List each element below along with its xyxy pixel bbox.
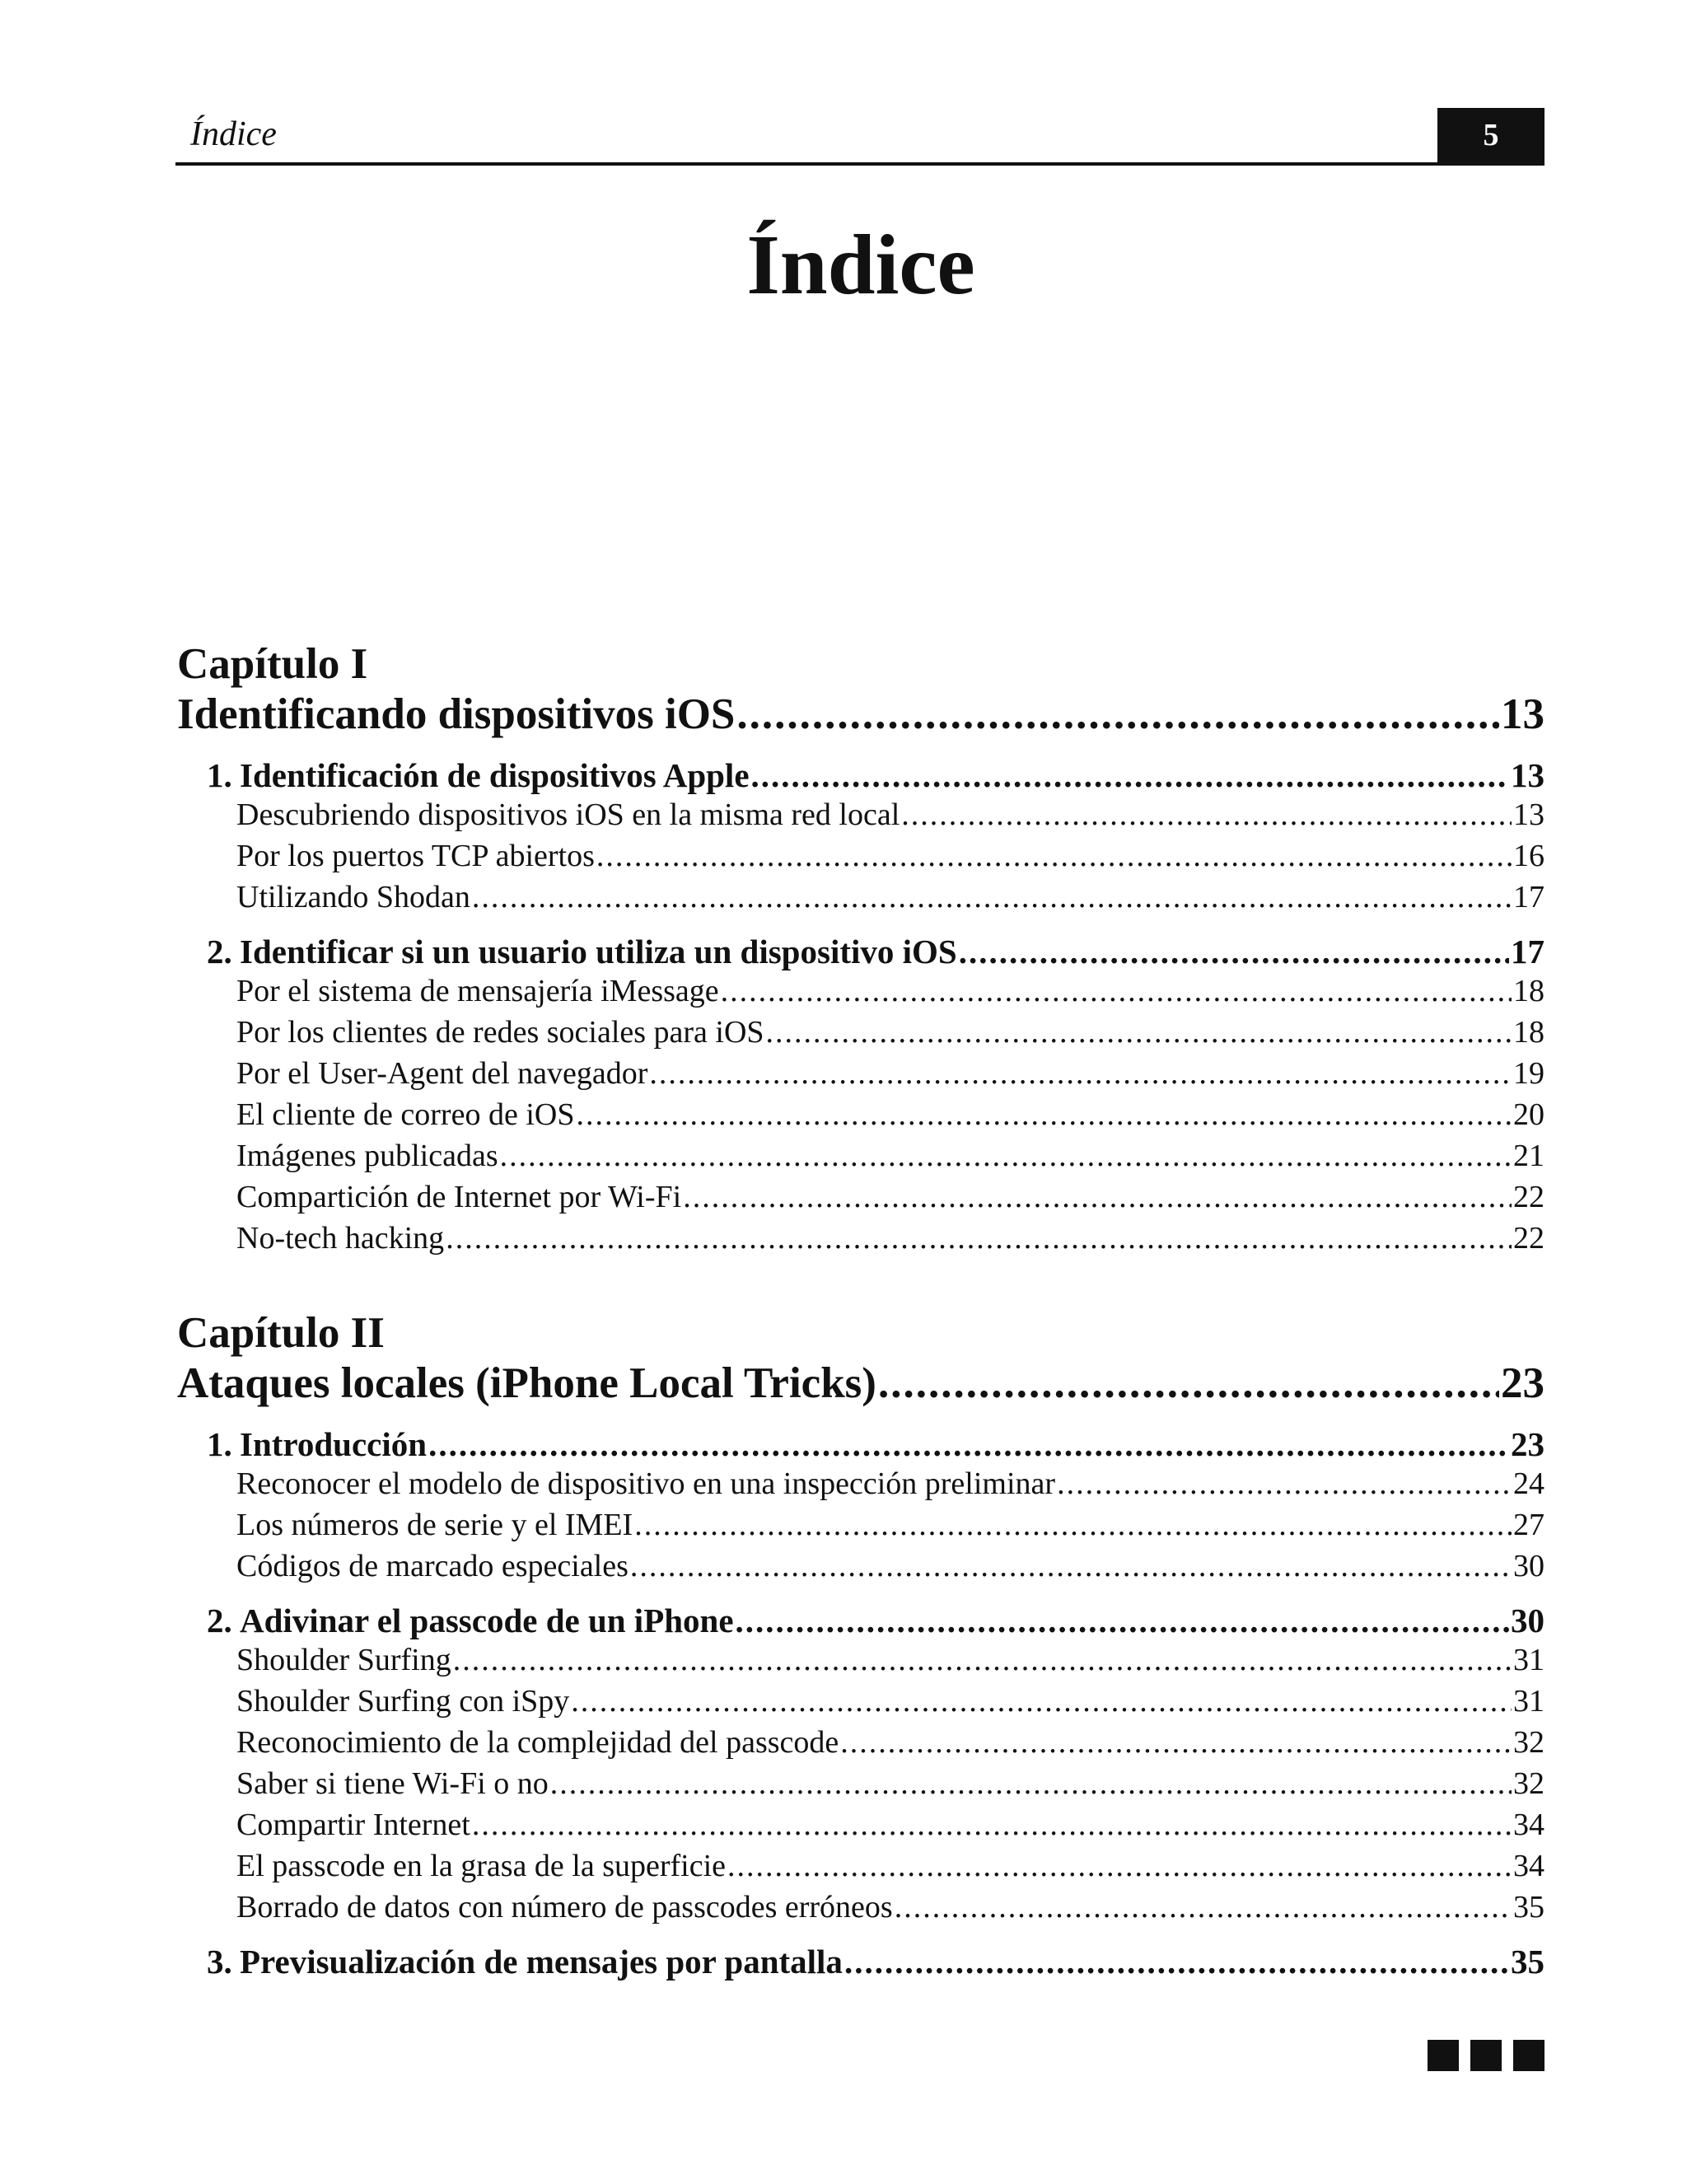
section-entry-page: 17 [1511, 933, 1544, 970]
toc-item-page: 31 [1513, 1643, 1544, 1677]
toc-item-title: Por el sistema de mensajería iMessage [236, 974, 719, 1008]
chapter-entry[interactable] [177, 1359, 1544, 1416]
toc-item[interactable] [177, 1138, 1544, 1179]
dot-leader [1057, 1466, 1512, 1502]
section-entry-page: 35 [1511, 1943, 1544, 1981]
toc-item-page: 34 [1513, 1849, 1544, 1883]
section-entry-title [207, 1942, 843, 1981]
toc-item-title: Reconocer el modelo de dispositivo en una inspección preliminar [236, 1466, 1056, 1501]
toc-section [177, 1601, 1544, 1930]
dot-leader [959, 932, 1509, 971]
toc-item-title: El cliente de correo de iOS [236, 1097, 575, 1132]
section-entry-title [207, 1424, 427, 1464]
toc-item-title: Por los puertos TCP abiertos [236, 839, 595, 873]
toc-item-page: 32 [1513, 1766, 1544, 1801]
footer-square-icon [1470, 2040, 1502, 2071]
toc-item-page: 20 [1513, 1097, 1544, 1132]
dot-leader [500, 1138, 1512, 1174]
toc-item[interactable] [177, 1055, 1544, 1097]
toc-item[interactable] [177, 1889, 1544, 1930]
toc-item-page: 35 [1513, 1890, 1544, 1924]
chapter-label: Capítulo I [177, 640, 368, 688]
dot-leader [428, 1424, 1509, 1464]
running-header [175, 105, 1544, 166]
toc-item[interactable] [177, 1097, 1544, 1138]
toc-item-title: Shoulder Surfing con iSpy [236, 1684, 570, 1719]
chapter-entry[interactable] [177, 690, 1544, 747]
dot-leader [472, 1807, 1512, 1843]
chapter-entry-title: Identificando dispositivos iOS [177, 690, 736, 738]
toc-item[interactable] [177, 1220, 1544, 1261]
section-entry-page: 23 [1511, 1425, 1544, 1463]
chapter [177, 638, 1544, 1261]
toc-item-title: Códigos de marcado especiales [236, 1549, 629, 1583]
toc-item-page: 22 [1513, 1180, 1544, 1214]
section-entry-page: 13 [1511, 756, 1544, 794]
section-entry-number: 2. [207, 933, 232, 970]
toc-item-page: 17 [1513, 880, 1544, 914]
dot-leader [630, 1548, 1512, 1584]
toc-item[interactable] [177, 1848, 1544, 1889]
toc-item[interactable] [177, 973, 1544, 1014]
dot-leader [901, 797, 1512, 833]
section-entry-number: 1. [207, 756, 232, 794]
toc-item-page: 31 [1513, 1684, 1544, 1719]
toc-item-page: 34 [1513, 1808, 1544, 1842]
chapter [177, 1307, 1544, 1983]
section-entry-title [207, 932, 957, 971]
toc-item[interactable] [177, 1642, 1544, 1683]
toc-item-title: Saber si tiene Wi-Fi o no [236, 1766, 549, 1801]
toc-item-title: Compartir Internet [236, 1808, 470, 1842]
toc-item[interactable] [177, 838, 1544, 879]
dot-leader [596, 838, 1512, 874]
section-entry-label: Adivinar el passcode de un iPhone [240, 1602, 734, 1639]
toc-item-page: 16 [1513, 839, 1544, 873]
toc-item-page: 18 [1513, 1015, 1544, 1050]
toc-item-page: 32 [1513, 1725, 1544, 1760]
toc-item[interactable] [177, 1683, 1544, 1724]
toc-item-title: Descubriendo dispositivos iOS en la misma red local [236, 797, 900, 832]
toc-item-page: 27 [1513, 1508, 1544, 1542]
toc-item[interactable] [177, 1507, 1544, 1548]
chapter-label: Capítulo II [177, 1309, 385, 1357]
dot-leader [878, 1359, 1499, 1408]
dot-leader [683, 1179, 1512, 1215]
table-of-contents [177, 638, 1544, 2029]
toc-section [177, 1424, 1544, 1589]
toc-item-page: 30 [1513, 1549, 1544, 1583]
section-entry-label: Previsualización de mensajes por pantalla [240, 1943, 843, 1981]
toc-item-title: El passcode en la grasa de la superficie [236, 1849, 727, 1883]
dot-leader [576, 1097, 1512, 1133]
toc-item-title: Utilizando Shodan [236, 880, 470, 914]
chapter-entry-page: 23 [1501, 1359, 1544, 1407]
section-entry[interactable] [177, 755, 1544, 797]
toc-item[interactable] [177, 1548, 1544, 1589]
page-number: 5 [1437, 108, 1544, 162]
section-entry-number: 2. [207, 1602, 232, 1639]
dot-leader [571, 1683, 1512, 1719]
toc-section [177, 932, 1544, 1261]
section-entry[interactable] [177, 1942, 1544, 1983]
section-entry[interactable] [177, 1601, 1544, 1642]
toc-item-page: 21 [1513, 1139, 1544, 1173]
running-header-title: Índice [190, 115, 277, 153]
dot-leader [446, 1220, 1512, 1256]
dot-leader [649, 1055, 1512, 1092]
toc-item-title: Los números de serie y el IMEI [236, 1508, 633, 1542]
chapter-entry-title: Ataques locales (iPhone Local Tricks) [177, 1359, 876, 1407]
dot-leader [721, 973, 1512, 1009]
section-entry-title [207, 1601, 734, 1640]
toc-item-title: Por los clientes de redes sociales para iOS [236, 1015, 764, 1050]
section-entry-page: 30 [1511, 1602, 1544, 1639]
dot-leader [472, 879, 1512, 915]
dot-leader [634, 1507, 1512, 1543]
dot-leader [751, 755, 1509, 795]
dot-leader [766, 1014, 1512, 1050]
toc-item[interactable] [177, 1014, 1544, 1055]
toc-item-title: Imágenes publicadas [236, 1139, 498, 1173]
footer-square-icon [1513, 2040, 1544, 2071]
toc-item[interactable] [177, 1466, 1544, 1507]
toc-item-title: Por el User-Agent del navegador [236, 1056, 648, 1091]
toc-item-page: 22 [1513, 1221, 1544, 1256]
footer-square-icon [1428, 2040, 1459, 2071]
dot-leader [550, 1765, 1512, 1802]
chapter-entry-page: 13 [1501, 690, 1544, 738]
toc-item-page: 19 [1513, 1056, 1544, 1091]
section-entry-label: Identificación de dispositivos Apple [240, 756, 750, 794]
dot-leader [895, 1889, 1512, 1925]
toc-section [177, 1942, 1544, 1983]
toc-item-page: 24 [1513, 1466, 1544, 1501]
dot-leader [840, 1724, 1512, 1761]
dot-leader [453, 1642, 1512, 1678]
section-entry-title [207, 755, 750, 795]
toc-item-title: Shoulder Surfing [236, 1643, 451, 1677]
toc-item-page: 13 [1513, 797, 1544, 832]
toc-item[interactable] [177, 879, 1544, 920]
page-title: Índice [746, 217, 975, 312]
section-entry-label: Identificar si un usuario utiliza un dispositivo iOS [240, 933, 957, 970]
section-entry-number: 1. [207, 1425, 232, 1463]
section-entry[interactable] [177, 1424, 1544, 1466]
dot-leader [844, 1942, 1509, 1981]
toc-item-title: No-tech hacking [236, 1221, 445, 1256]
toc-item-page: 18 [1513, 974, 1544, 1008]
toc-item[interactable] [177, 1807, 1544, 1848]
footer-marks [1428, 2040, 1544, 2071]
toc-section [177, 755, 1544, 920]
toc-item[interactable] [177, 1724, 1544, 1765]
section-entry[interactable] [177, 932, 1544, 973]
toc-item-title: Compartición de Internet por Wi-Fi [236, 1180, 682, 1214]
section-entry-number: 3. [207, 1943, 232, 1981]
toc-item[interactable] [177, 797, 1544, 838]
toc-item-title: Borrado de datos con número de passcodes erróneos [236, 1890, 893, 1924]
toc-item[interactable] [177, 1179, 1544, 1220]
dot-leader [736, 1601, 1509, 1640]
toc-item-title: Reconocimiento de la complejidad del passcode [236, 1725, 839, 1760]
toc-item[interactable] [177, 1765, 1544, 1807]
section-entry-label: Introducción [240, 1425, 428, 1463]
dot-leader [736, 690, 1499, 739]
dot-leader [727, 1848, 1512, 1884]
